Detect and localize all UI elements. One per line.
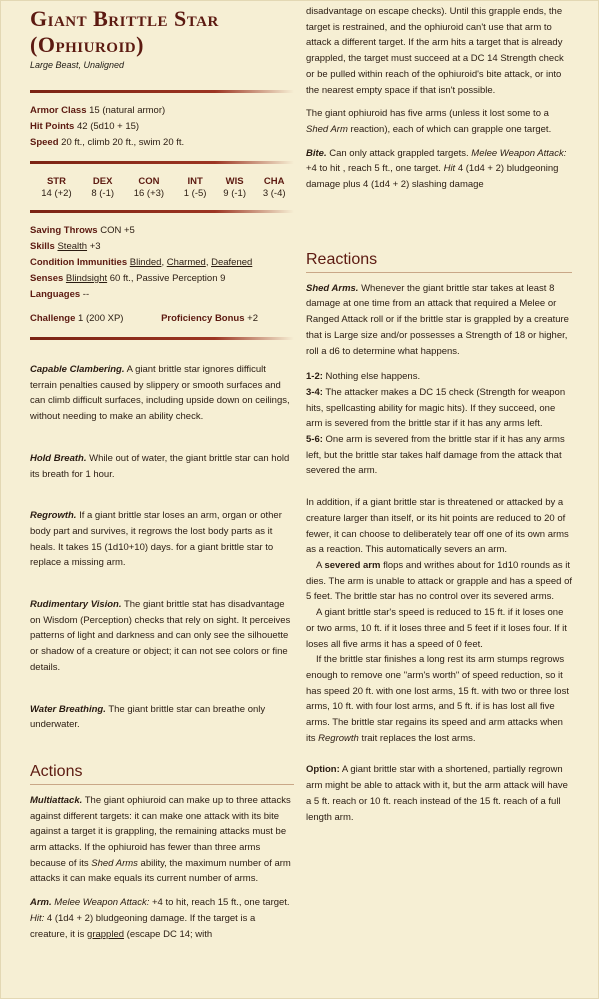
ability-value: 14 (+2) xyxy=(41,188,72,199)
armor-class: Armor Class 15 (natural armor) xyxy=(30,105,166,116)
trait-name: Capable Clambering. xyxy=(30,364,125,375)
arm-action-continued: disadvantage on escape checks). Until this grapple ends, the target is restrained, and the ophiuroid can't use that arm to attack a different target. If the arm hits a target that is already grappled, the target must succeed at a DC 14 Strength check or be pulled within reach of the ophiuroid's bite attack, or into the nearest empty space if that isn't possible. xyxy=(306,6,564,96)
bite-action: Bite. Can only attack grappled targets. Melee Weapon Attack: +4 to hit , reach 5 ft., one target. Hit 4 (1d4 + 2) bludgeoning damage plus 4 (1d4 + 2) slashing damage xyxy=(306,147,567,191)
ability-scores xyxy=(30,174,294,200)
trait-text: The giant brittle stat has disadvantage on Wisdom (Perception) checks that rely on sight. It perceives patterns of light and darkness and can only see the silhouette or shadow of a creature or object; it can not see colors or fine details. xyxy=(30,599,291,673)
reactions-heading: Reactions xyxy=(306,251,572,273)
senses: Senses Blindsight 60 ft., Passive Perception 9 xyxy=(30,273,226,284)
challenge-row xyxy=(30,311,294,327)
shed-arms-reaction: Shed Arms. Whenever the giant brittle star takes at least 8 damage at one time from an attack that required a Melee or Ranged Attack roll or if the brittle star is grappled by a creature that is Large size and/or possesses a Strength of 18 or higher, roll a d6 to determine what happens. xyxy=(306,282,569,357)
monster-name: Giant Brittle Star (Ophiuroid) xyxy=(30,6,219,57)
charmed-link[interactable]: Charmed xyxy=(166,257,206,268)
divider xyxy=(30,90,294,93)
trait-text: While out of water, the giant brittle star can hold its breath for 1 hour. xyxy=(30,452,290,480)
challenge: Challenge 1 (200 XP) xyxy=(30,313,124,324)
trait xyxy=(30,597,294,676)
right-column xyxy=(306,4,572,825)
saving-throws: Saving Throws CON +5 xyxy=(30,225,135,236)
trait xyxy=(30,451,294,482)
trait-name: Regrowth. xyxy=(30,510,77,522)
trait-text: The giant brittle star can breathe only underwater. xyxy=(30,703,266,731)
skills: Skills Stealth +3 xyxy=(30,241,101,252)
divider xyxy=(30,161,294,164)
option-text: Option: A giant brittle star with a shortened, partially regrown arm might be able to attack with it, but the arm attack will have a 5 ft. reach or 10 ft. reach instead of the 15 ft. reach of a full length arm. xyxy=(306,764,568,823)
blindsight-link[interactable]: Blindsight xyxy=(65,273,108,284)
trait-name: Water Breathing. xyxy=(30,703,106,715)
divider xyxy=(30,337,294,340)
deafened-link[interactable]: Deafened xyxy=(211,257,253,268)
trait xyxy=(30,702,294,733)
roll-result: 3-4: The attacker makes a DC 15 check (Strength for weapon hits, spellcasting ability for magic hits). If they succeed, one arm is severed from the brittle star if it has any arms left. xyxy=(306,386,566,430)
condition-immunities: Condition Immunities Blinded, Charmed, Deafened xyxy=(30,257,253,268)
roll-result: 5-6: One arm is severed from the brittle star if it has any arms left, but the brittle star takes half damage from the attack that severed the arm. xyxy=(306,434,565,477)
ability-header: STR xyxy=(46,176,66,187)
stealth-link[interactable]: Stealth xyxy=(57,241,88,252)
trait xyxy=(30,362,294,425)
divider xyxy=(30,210,294,213)
ability-value: 8 (-1) xyxy=(91,188,115,199)
left-column xyxy=(30,0,294,942)
hit-points: Hit Points 42 (5d10 + 15) xyxy=(30,121,140,132)
blinded-link[interactable]: Blinded xyxy=(129,257,162,268)
monster-type: Large Beast, Unaligned xyxy=(30,60,125,70)
trait-text: If a giant brittle star loses an arm, organ or other body part and survives, it regrows the lost body parts as it heals. It takes 15 (1d10+10) days. for a giant brittle star to replace a missing arm. xyxy=(30,510,282,569)
trait-name: Rudimentary Vision. xyxy=(30,599,122,611)
ability-value: 16 (+3) xyxy=(133,188,165,199)
grappled-link[interactable]: grappled xyxy=(87,928,125,940)
ability-header: CHA xyxy=(263,176,285,187)
ability-header: DEX xyxy=(92,176,113,187)
trait-text: A giant brittle star ignores difficult terrain penalties caused by slippery or smooth surfaces and can climb difficult surfaces, including upside down on ceilings, without needing to make an ability check. xyxy=(30,364,290,423)
trait-name: Hold Breath. xyxy=(30,452,87,464)
ability-value: 3 (-4) xyxy=(262,188,286,199)
severed-arm-text: A severed arm flops and writhes about for 1d10 rounds as it dies. The arm is unable to attack or grapple and has a speed of 5 feet. The brittle star has no control over its severed arms. xyxy=(306,559,572,603)
trait xyxy=(30,508,294,571)
arm-action: Arm. Melee Weapon Attack: +4 to hit, reach 15 ft., one target. Hit: 4 (1d4 + 2) bludgeoning damage. If the target is a creature, it is grappled (escape DC 14; with xyxy=(30,897,290,940)
multiattack: Multiattack. The giant ophiuroid can make up to three attacks against different targets: it can make one attack with its bite against a target it is grappling, the remaining attacks must be arm attacks. If the ophiuroid has fewer than three arms because of its Shed Arms ability, the maximum number of arm attacks it can make equals its current number of arms. xyxy=(30,794,291,885)
speed-reduction-text: A giant brittle star's speed is reduced to 15 ft. if it loses one or two arms, 10 ft. if it loses three and 5 feet if it loses four. If it loses all five arms it has a speed of 0 feet. xyxy=(306,607,567,650)
actions-heading: Actions xyxy=(30,763,294,785)
arms-note: The giant ophiuroid has five arms (unless it lost some to a Shed Arm reaction), each of which can grapple one target. xyxy=(306,108,552,135)
ability-header: CON xyxy=(138,176,160,187)
roll-result: 1-2: Nothing else happens. xyxy=(306,371,421,383)
languages: Languages -- xyxy=(30,289,90,300)
ability-header: WIS xyxy=(225,176,244,187)
speed: Speed 20 ft., climb 20 ft., swim 20 ft. xyxy=(30,137,185,148)
addition-text: In addition, if a giant brittle star is threatened or attacked by a creature larger than itself, or its hit points are reduced to 20 of fewer, it can choose to deliberately tear off one of its own arms as a reaction. This automatically severs an arm. xyxy=(306,497,569,556)
ability-value: 1 (-5) xyxy=(183,188,207,199)
proficiency-bonus: Proficiency Bonus +2 xyxy=(161,313,258,324)
long-rest-text: If the brittle star finishes a long rest its arm stumps regrows enough to remove one "arm's worth" of speed reduction, so it has speed 20 ft. with one lost arms, 15 ft. with two or three lost arms, 10 ft. with four lost arms, and 5 ft. if is has lost all five arms. The brittle star regains its speed and arm attacks when its Regrowth trait replaces the lost arms. xyxy=(306,654,569,744)
ability-header: INT xyxy=(187,176,203,187)
ability-value: 9 (-1) xyxy=(223,188,246,199)
